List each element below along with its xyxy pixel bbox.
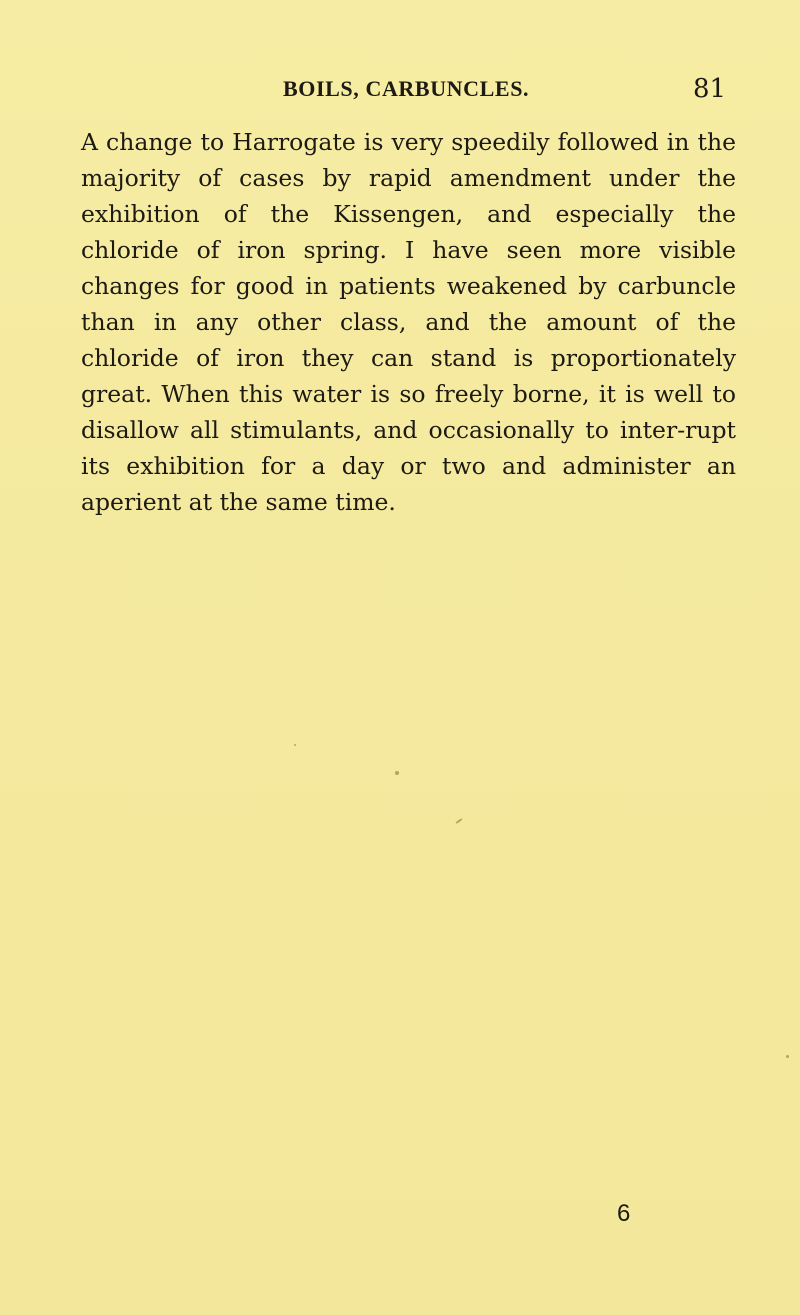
- running-title: BOILS, CARBUNCLES.: [283, 76, 530, 101]
- body-paragraph: A change to Harrogate is very speedily followed in the majority of cases by rapid amendment under the exhibition of the Kissengen, and especially the chloride of iron spring. I have seen more visible changes for good in patients weakened by carbuncle than in any other class, and the amount of the chloride of iron they can stand is proportionately great. When this water is so freely borne, it is well to disallow all stimulants, and occasionally to inter-rupt its exhibition for a day or two and administer an aperient at the same time.: [81, 128, 736, 516]
- paper-speck: [294, 744, 296, 746]
- page-number: 81: [693, 74, 727, 104]
- running-header: [0, 74, 800, 114]
- paper-speck: [455, 818, 463, 824]
- paper-speck: [395, 771, 399, 775]
- signature-mark: 6: [617, 1200, 631, 1227]
- paper-speck: [786, 1055, 789, 1058]
